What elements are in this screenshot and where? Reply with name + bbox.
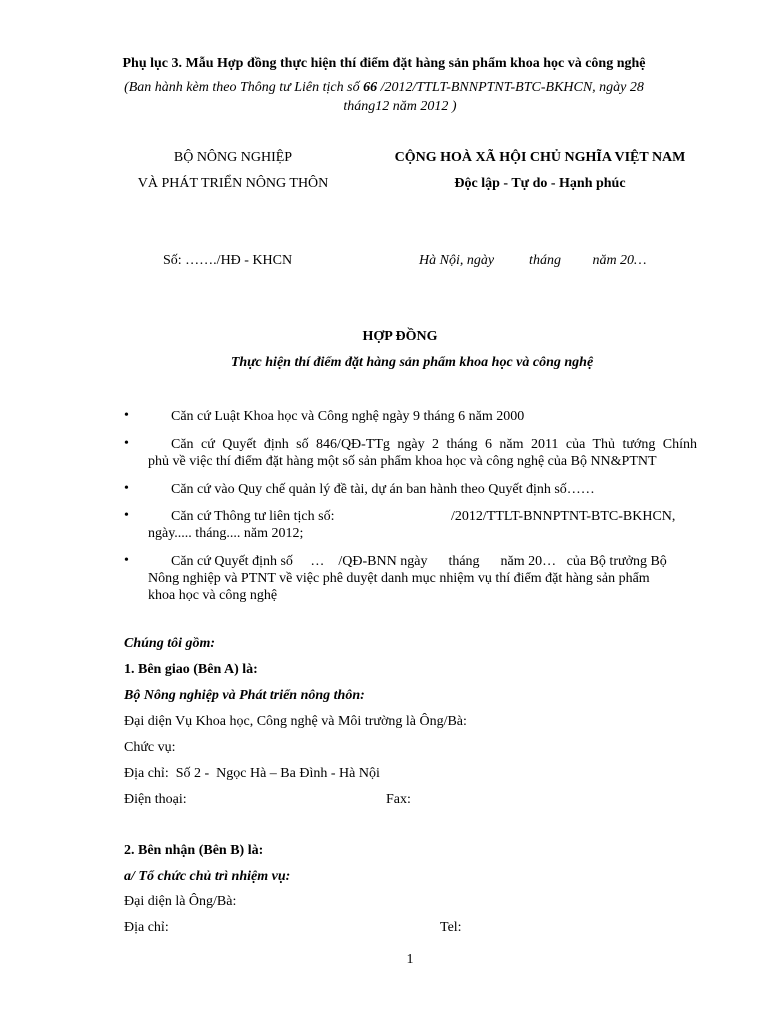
basis-item-5-line2: Nông nghiệp và PTNT về việc phê duyệt danh mục nhiệm vụ thí điểm đặt hàng sản phẩm xyxy=(148,571,650,586)
party-b-address: Địa chỉ: xyxy=(124,920,169,935)
appendix-subtitle xyxy=(0,80,768,96)
party-a-fax: Fax: xyxy=(386,792,411,807)
bullet-icon: • xyxy=(124,481,129,496)
basis-item-4-part2: /2012/TTLT-BNNPTNT-BTC-BKHCN, xyxy=(451,509,676,524)
party-a-heading: 1. Bên giao (Bên A) là: xyxy=(124,662,258,677)
party-b-tel: Tel: xyxy=(440,920,462,935)
page-number: 1 xyxy=(406,952,414,967)
basis-item-4-line2: ngày..... tháng.... năm 2012; xyxy=(148,526,304,541)
contract-title: HỢP ĐỒNG xyxy=(362,329,438,344)
basis-item-2-line1: Căn cứ Quyết định số 846/QĐ-TTg ngày 2 tháng 6 năm 2011 của Thủ tướng Chính xyxy=(171,437,697,452)
ministry-line1: BỘ NÔNG NGHIỆP xyxy=(173,150,293,165)
appendix-subtitle-post: /2012/TTLT-BNNPTNT-BTC-BKHCN, ngày 28 xyxy=(377,80,644,95)
appendix-title: Phụ lục 3. Mẫu Hợp đồng thực hiện thí điểm đặt hàng sản phẩm khoa học và công nghệ xyxy=(122,56,646,71)
bullet-icon: • xyxy=(124,408,129,423)
bullet-icon: • xyxy=(124,553,129,568)
contract-number: Số: ……./HĐ - KHCN xyxy=(163,253,293,268)
contract-subtitle: Thực hiện thí điểm đặt hàng sản phẩm khoa học và công nghệ xyxy=(230,355,594,370)
national-motto: Độc lập - Tự do - Hạnh phúc xyxy=(454,176,626,191)
ministry-line2: VÀ PHÁT TRIỂN NÔNG THÔN xyxy=(137,176,329,191)
party-b-representative: Đại diện là Ông/Bà: xyxy=(124,894,237,909)
party-a-address: Địa chỉ: Số 2 - Ngọc Hà – Ba Đình - Hà Nội xyxy=(124,766,380,781)
appendix-subtitle-pre: (Ban hành kèm theo Thông tư Liên tịch số xyxy=(124,80,364,95)
party-a-phone: Điện thoại: xyxy=(124,792,187,807)
basis-item-4-part1: Căn cứ Thông tư liên tịch số: xyxy=(171,509,335,524)
basis-item-3: Căn cứ vào Quy chế quản lý đề tài, dự án ban hành theo Quyết định số…… xyxy=(171,482,595,497)
bullet-icon: • xyxy=(124,508,129,523)
appendix-subtitle-number: 66 xyxy=(363,80,378,95)
national-title: CỘNG HOÀ XÃ HỘI CHỦ NGHĨA VIỆT NAM xyxy=(394,150,686,165)
party-a-position: Chức vụ: xyxy=(124,740,176,755)
basis-item-2-line2: phủ về việc thí điểm đặt hàng một số sản phẩm khoa học và công nghệ của Bộ NN&PTNT xyxy=(148,454,657,469)
appendix-subtitle-line2: tháng12 năm 2012 ) xyxy=(343,99,457,114)
party-b-org: a/ Tổ chức chủ trì nhiệm vụ: xyxy=(124,869,291,884)
bullet-icon: • xyxy=(124,436,129,451)
party-a-org: Bộ Nông nghiệp và Phát triển nông thôn: xyxy=(124,688,365,703)
basis-item-1: Căn cứ Luật Khoa học và Công nghệ ngày 9 tháng 6 năm 2000 xyxy=(171,409,525,424)
party-b-heading: 2. Bên nhận (Bên B) là: xyxy=(124,843,264,858)
basis-item-5-line3: khoa học và công nghệ xyxy=(148,588,278,603)
parties-intro: Chúng tôi gồm: xyxy=(124,636,216,651)
party-a-representative: Đại diện Vụ Khoa học, Công nghệ và Môi trường là Ông/Bà: xyxy=(124,714,467,729)
basis-item-5-line1: Căn cứ Quyết định số … /QĐ-BNN ngày tháng năm 20… của Bộ trưởng Bộ xyxy=(171,554,667,569)
place-date: Hà Nội, ngày tháng năm 20… xyxy=(419,253,647,268)
